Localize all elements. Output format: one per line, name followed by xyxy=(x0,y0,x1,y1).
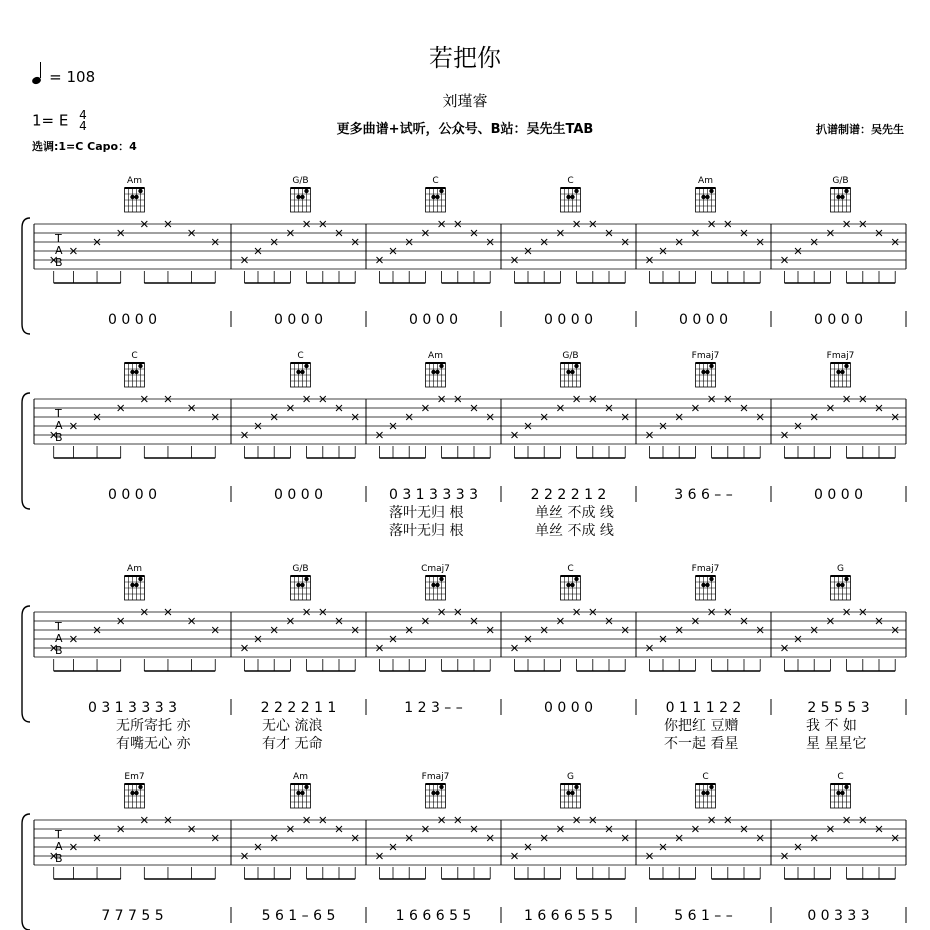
chord-finger-dot xyxy=(296,791,300,795)
lyric-line-2: 有才 无命 xyxy=(262,736,323,752)
lyric-line-1: 落叶无归 根 xyxy=(389,505,464,521)
numbered-notation: 3 6 6 – – xyxy=(674,487,733,503)
numbered-notation: 2 2 2 2 1 1 xyxy=(260,700,337,716)
system-brace xyxy=(22,393,30,509)
chord-finger-dot xyxy=(844,785,848,789)
chord-finger-dot xyxy=(431,791,435,795)
chord-name: Am xyxy=(428,351,443,361)
numbered-notation: 0 0 0 0 xyxy=(544,700,593,716)
chord-finger-dot xyxy=(570,370,574,374)
tab-clef-letter: T xyxy=(55,828,62,841)
lyric-line-1: 你把红 豆赠 xyxy=(664,718,739,734)
chord-finger-dot xyxy=(431,195,435,199)
chord-name: G xyxy=(567,772,574,782)
chord-finger-dot xyxy=(709,577,713,581)
numbered-notation: 5 6 1 – 6 5 xyxy=(261,908,336,924)
chord-name: C xyxy=(297,351,304,361)
tab-clef-letter: A xyxy=(55,419,63,432)
chord-finger-dot xyxy=(574,189,578,193)
chord-finger-dot xyxy=(134,791,138,795)
chord-finger-dot xyxy=(130,583,134,587)
numbered-notation: 0 0 0 0 xyxy=(679,312,728,328)
chord-name: G/B xyxy=(292,176,309,186)
system-brace xyxy=(22,814,30,930)
tab-clef-letter: A xyxy=(55,840,63,853)
chord-name: Am xyxy=(698,176,713,186)
chord-finger-dot xyxy=(705,195,709,199)
chord-finger-dot xyxy=(138,364,142,368)
chord-finger-dot xyxy=(701,370,705,374)
chord-finger-dot xyxy=(701,195,705,199)
chord-finger-dot xyxy=(130,791,134,795)
tab-clef-letter: A xyxy=(55,244,63,257)
time-numerator: 4 xyxy=(79,108,87,122)
chord-finger-dot xyxy=(130,370,134,374)
chord-finger-dot xyxy=(705,791,709,795)
chord-finger-dot xyxy=(138,577,142,581)
chord-finger-dot xyxy=(435,791,439,795)
numbered-notation: 0 0 0 0 xyxy=(274,487,323,503)
chord-finger-dot xyxy=(844,577,848,581)
numbered-notation: 1 6 6 6 5 5 5 xyxy=(523,908,614,924)
tab-clef-letter: T xyxy=(55,620,62,633)
chord-name: C xyxy=(837,772,844,782)
chord-finger-dot xyxy=(566,370,570,374)
chord-finger-dot xyxy=(570,583,574,587)
chord-finger-dot xyxy=(840,583,844,587)
chord-finger-dot xyxy=(836,583,840,587)
chord-name: G/B xyxy=(832,176,849,186)
chord-finger-dot xyxy=(574,364,578,368)
time-denominator: 4 xyxy=(79,119,87,133)
chord-finger-dot xyxy=(574,785,578,789)
chord-finger-dot xyxy=(439,785,443,789)
chord-finger-dot xyxy=(435,370,439,374)
chord-finger-dot xyxy=(296,583,300,587)
chord-finger-dot xyxy=(836,370,840,374)
chord-name: Am xyxy=(293,772,308,782)
chord-name: G/B xyxy=(292,564,309,574)
chord-finger-dot xyxy=(300,370,304,374)
lyric-line-1: 无心 流浪 xyxy=(262,718,323,734)
chord-finger-dot xyxy=(134,195,138,199)
numbered-notation: 0 0 0 0 xyxy=(409,312,458,328)
chord-name: Cmaj7 xyxy=(421,564,450,574)
system-brace xyxy=(22,606,30,722)
lyric-line-2: 有嘴无心 亦 xyxy=(116,736,191,752)
chord-finger-dot xyxy=(701,583,705,587)
chord-name: Fmaj7 xyxy=(691,351,720,361)
tab-clef-letter: B xyxy=(55,852,63,865)
chord-finger-dot xyxy=(134,370,138,374)
numbered-notation: 0 0 0 0 xyxy=(814,487,863,503)
numbered-notation: 5 6 1 – – xyxy=(674,908,733,924)
chord-name: G xyxy=(837,564,844,574)
numbered-notation: 7 7 7 5 5 xyxy=(101,908,164,924)
chord-finger-dot xyxy=(300,791,304,795)
chord-finger-dot xyxy=(130,195,134,199)
chord-name: C xyxy=(567,564,574,574)
numbered-notation: 2 2 2 2 1 2 xyxy=(530,487,607,503)
system-brace xyxy=(22,218,30,334)
artist-name: 刘瑾睿 xyxy=(442,92,488,110)
chord-finger-dot xyxy=(435,195,439,199)
chord-finger-dot xyxy=(304,785,308,789)
chord-finger-dot xyxy=(439,364,443,368)
numbered-notation: 1 6 6 6 5 5 xyxy=(395,908,472,924)
numbered-notation: 0 3 1 3 3 3 3 xyxy=(388,487,479,503)
chord-finger-dot xyxy=(300,583,304,587)
chord-finger-dot xyxy=(709,189,713,193)
tab-clef-letter: A xyxy=(55,632,63,645)
numbered-notation: 0 0 0 0 xyxy=(108,312,157,328)
chord-finger-dot xyxy=(836,791,840,795)
chord-name: G/B xyxy=(562,351,579,361)
chord-finger-dot xyxy=(566,195,570,199)
chord-finger-dot xyxy=(439,577,443,581)
chord-finger-dot xyxy=(296,370,300,374)
chord-finger-dot xyxy=(840,370,844,374)
numbered-notation: 0 0 0 0 xyxy=(108,487,157,503)
promo-text: 更多曲谱+试听，公众号、B站：吴先生TAB xyxy=(336,122,594,137)
chord-finger-dot xyxy=(840,195,844,199)
lyric-line-2: 单丝 不成 线 xyxy=(535,523,614,539)
chord-finger-dot xyxy=(138,785,142,789)
tab-clef-letter: B xyxy=(55,431,63,444)
chord-finger-dot xyxy=(435,583,439,587)
lyric-line-1: 我 不 如 xyxy=(806,718,857,734)
chord-finger-dot xyxy=(304,364,308,368)
chord-finger-dot xyxy=(574,577,578,581)
chord-finger-dot xyxy=(836,195,840,199)
chord-finger-dot xyxy=(840,791,844,795)
tab-clef-letter: B xyxy=(55,256,63,269)
chord-finger-dot xyxy=(705,583,709,587)
lyric-line-2: 星 星星它 xyxy=(806,736,867,752)
chord-finger-dot xyxy=(566,791,570,795)
numbered-notation: 0 0 3 3 3 xyxy=(807,908,870,924)
chord-finger-dot xyxy=(300,195,304,199)
tab-clef-letter: B xyxy=(55,644,63,657)
chord-name: Fmaj7 xyxy=(691,564,720,574)
chord-finger-dot xyxy=(705,370,709,374)
page-title: 若把你 xyxy=(429,44,501,72)
chord-finger-dot xyxy=(709,364,713,368)
chord-finger-dot xyxy=(709,785,713,789)
tempo-value: = 108 xyxy=(49,68,96,86)
numbered-notation: 1 2 3 – – xyxy=(404,700,463,716)
chord-name: Em7 xyxy=(124,772,145,782)
numbered-notation: 2 5 5 5 3 xyxy=(807,700,870,716)
chord-finger-dot xyxy=(844,364,848,368)
tab-clef-letter: T xyxy=(55,407,62,420)
chord-finger-dot xyxy=(138,189,142,193)
chord-name: Fmaj7 xyxy=(421,772,450,782)
chord-name: C xyxy=(702,772,709,782)
chord-finger-dot xyxy=(570,195,574,199)
chord-name: C xyxy=(131,351,138,361)
chord-finger-dot xyxy=(431,370,435,374)
numbered-notation: 0 0 0 0 xyxy=(274,312,323,328)
lyric-line-1: 单丝 不成 线 xyxy=(535,505,614,521)
chord-finger-dot xyxy=(701,791,705,795)
chord-finger-dot xyxy=(304,189,308,193)
lyric-line-1: 无所寄托 亦 xyxy=(116,718,191,734)
tab-clef-letter: T xyxy=(55,232,62,245)
numbered-notation: 0 0 0 0 xyxy=(814,312,863,328)
chord-finger-dot xyxy=(296,195,300,199)
key-value: 1= E xyxy=(32,111,69,130)
chord-finger-dot xyxy=(431,583,435,587)
transcriber-credit: 扒谱制谱：吴先生 xyxy=(816,123,904,136)
chord-name: Fmaj7 xyxy=(826,351,855,361)
capo-info: 选调:1=C Capo：4 xyxy=(32,140,137,153)
chord-name: Am xyxy=(127,564,142,574)
chord-finger-dot xyxy=(570,791,574,795)
chord-finger-dot xyxy=(439,189,443,193)
lyric-line-2: 不一起 看星 xyxy=(664,736,739,752)
lyric-line-2: 落叶无归 根 xyxy=(389,523,464,539)
chord-finger-dot xyxy=(134,583,138,587)
chord-finger-dot xyxy=(844,189,848,193)
numbered-notation: 0 1 1 1 2 2 xyxy=(665,700,742,716)
chord-finger-dot xyxy=(304,577,308,581)
chord-name: C xyxy=(567,176,574,186)
numbered-notation: 0 0 0 0 xyxy=(544,312,593,328)
numbered-notation: 0 3 1 3 3 3 3 xyxy=(87,700,178,716)
chord-name: C xyxy=(432,176,439,186)
chord-name: Am xyxy=(127,176,142,186)
chord-finger-dot xyxy=(566,583,570,587)
